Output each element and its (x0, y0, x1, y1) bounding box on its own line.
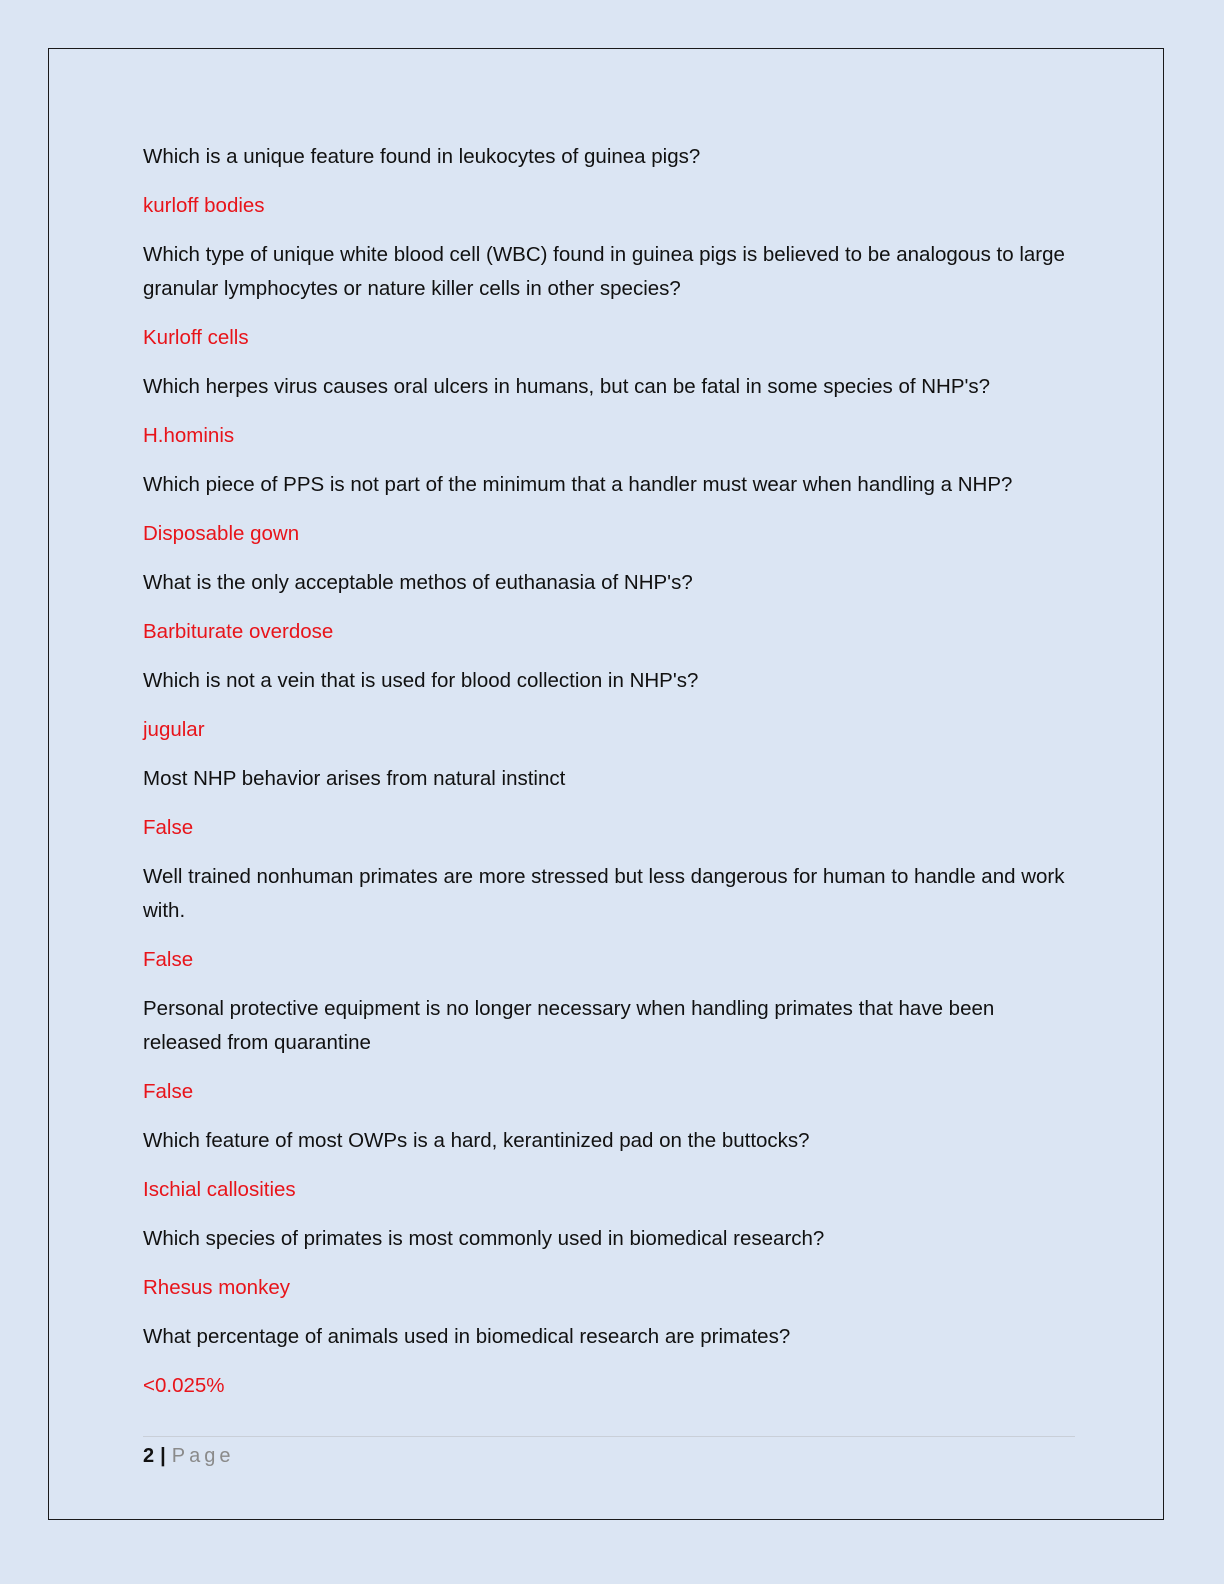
qa-item-6 (143, 664, 1078, 747)
answer-text: Rhesus monkey (143, 1276, 290, 1299)
page-footer (143, 1436, 1075, 1471)
footer-separator: | (160, 1445, 166, 1467)
question-text: Most NHP behavior arises from natural instinct (143, 767, 566, 790)
answer-text: Barbiturate overdose (143, 620, 334, 643)
question-text: Well trained nonhuman primates are more stressed but less dangerous for human to handle and work with. (143, 865, 1065, 922)
page-label: Page (171, 1445, 235, 1467)
answer-text: False (143, 816, 194, 839)
answer-text: <0.025% (143, 1374, 225, 1397)
qa-item-11 (143, 1222, 1078, 1305)
answer-text: Disposable gown (143, 522, 300, 545)
answer-text: False (143, 1080, 194, 1103)
qa-item-10 (143, 1124, 1078, 1207)
qa-item-7 (143, 762, 1078, 845)
qa-item-3 (143, 370, 1078, 453)
qa-item-2 (143, 238, 1078, 355)
qa-item-9 (143, 992, 1078, 1109)
answer-text: kurloff bodies (143, 194, 265, 217)
answer-text: jugular (143, 718, 205, 741)
question-text: Which piece of PPS is not part of the minimum that a handler must wear when handling a NHP? (143, 473, 1013, 496)
question-text: Which is not a vein that is used for blood collection in NHP's? (143, 669, 699, 692)
question-text: What is the only acceptable methos of euthanasia of NHP's? (143, 571, 693, 594)
question-text: Which type of unique white blood cell (WBC) found in guinea pigs is believed to be analogous to large granular lymphocytes or nature killer cells in other species? (143, 243, 1065, 300)
qa-item-12 (143, 1320, 1078, 1403)
question-text: Which is a unique feature found in leukocytes of guinea pigs? (143, 145, 701, 168)
qa-item-5 (143, 566, 1078, 649)
question-text: Which herpes virus causes oral ulcers in humans, but can be fatal in some species of NHP's? (143, 375, 991, 398)
answer-text: Ischial callosities (143, 1178, 296, 1201)
qa-item-4 (143, 468, 1078, 551)
answer-text: H.hominis (143, 424, 235, 447)
question-text: Which feature of most OWPs is a hard, kerantinized pad on the buttocks? (143, 1129, 810, 1152)
qa-list (143, 140, 1078, 1418)
question-text: What percentage of animals used in biomedical research are primates? (143, 1325, 791, 1348)
page-number: 2 (143, 1445, 155, 1467)
qa-item-1 (143, 140, 1078, 223)
answer-text: Kurloff cells (143, 326, 249, 349)
question-text: Personal protective equipment is no longer necessary when handling primates that have been released from quarantine (143, 997, 995, 1054)
question-text: Which species of primates is most commonly used in biomedical research? (143, 1227, 825, 1250)
answer-text: False (143, 948, 194, 971)
qa-item-8 (143, 860, 1078, 977)
